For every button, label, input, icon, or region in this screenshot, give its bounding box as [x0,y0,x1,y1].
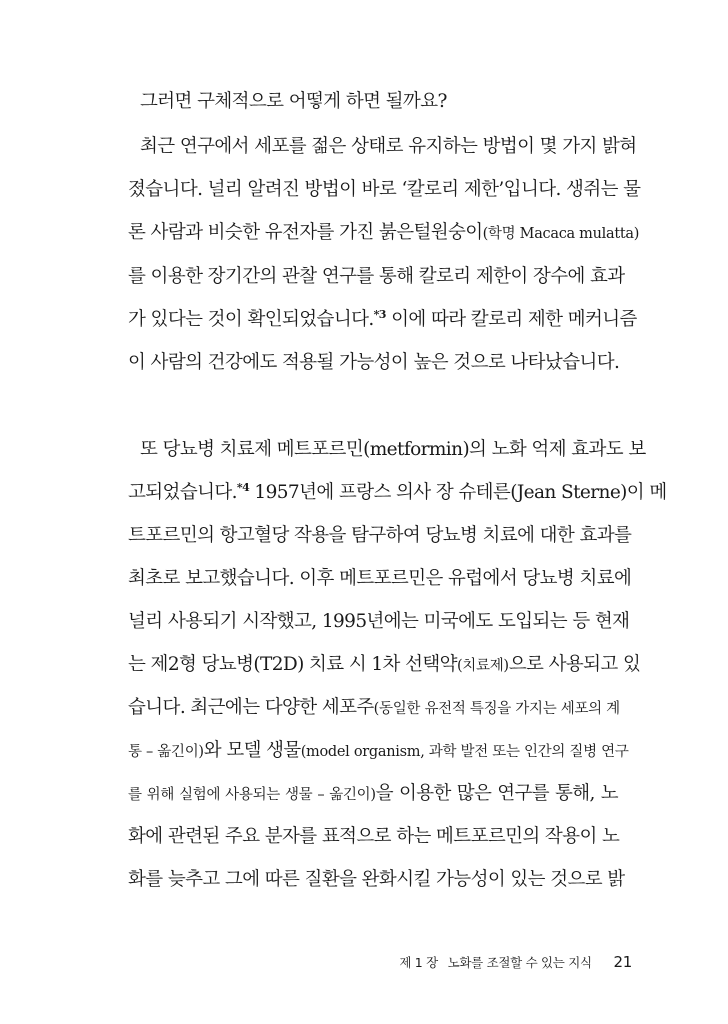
text-run: 또 당뇨병 치료제 메트포르민(metformin)의 노화 억제 효과도 보 [140,439,646,460]
text-line [128,782,618,807]
text-line [128,221,640,246]
text-run: 이에 따라 칼로리 제한 메커니즘 [385,309,637,330]
text-run: 으로 사용되고 있 [508,654,641,675]
text-line [128,351,618,375]
text-line [128,739,629,764]
text-run: 트포르민의 항고혈당 작용을 탐구하여 당뇨병 치료에 대한 효과를 [128,525,632,546]
chapter-title: 노화를 조절할 수 있는 지식 [447,955,592,970]
text-line [140,438,646,462]
text-run: 가 있다는 것이 확인되었습니다. [128,309,374,330]
parenthetical-note: 통 – 옮긴이) [128,744,204,760]
text-line [128,610,630,634]
text-run: 습니다. 최근에는 다양한 세포주 [128,697,374,718]
text-line [128,524,632,548]
text-run: 널리 사용되기 시작했고, 1995년에는 미국에도 도입되는 등 현재 [128,611,630,632]
text-line [128,653,641,678]
parenthetical-note: 를 위해 실험에 사용되는 생물 – 옮긴이) [128,787,376,803]
text-run: 그러면 구체적으로 어떻게 하면 될까요? [140,91,447,112]
text-line [128,868,625,892]
text-run: 를 이용한 장기간의 관찰 연구를 통해 칼로리 제한이 장수에 효과 [128,266,625,287]
text-line [128,825,618,849]
text-run: 1957년에 프랑스 의사 장 슈테른(Jean Sterne)이 메 [249,482,667,503]
text-run: 최초로 보고했습니다. 이후 메트포르민은 유럽에서 당뇨병 치료에 [128,568,632,589]
text-line [128,307,637,332]
text-line [140,135,637,159]
text-run: 론 사람과 비슷한 유전자를 가진 붉은털원숭이 [128,222,483,243]
text-line [128,567,632,591]
running-footer [0,953,632,971]
text-line [128,265,625,289]
parenthetical-note: (치료제) [456,658,509,674]
footnote-marker: *4 [236,480,250,494]
text-line [128,480,667,505]
text-line [140,90,618,114]
text-line [128,178,641,202]
text-run: 는 제2형 당뇨병(T2D) 치료 시 1차 선택약 [128,654,457,675]
parenthetical-note: (동일한 유전적 특징을 가지는 세포의 계 [373,701,620,717]
text-run: 이 사람의 건강에도 적용될 가능성이 높은 것으로 나타났습니다. [128,352,620,373]
text-run: 화를 늦추고 그에 따른 질환을 완화시킬 가능성이 있는 것으로 밝 [128,869,625,890]
text-run: 을 이용한 많은 연구를 통해, 노 [375,783,618,804]
parenthetical-note: (학명 Macaca mulatta) [482,226,640,242]
text-run: 화에 관련된 주요 분자를 표적으로 하는 메트포르민의 작용이 노 [128,826,620,847]
page-number: 21 [613,953,632,971]
text-run: 와 모델 생물 [203,740,301,761]
text-run: 최근 연구에서 세포를 젊은 상태로 유지하는 방법이 몇 가지 밝혀 [140,136,637,157]
text-run: 졌습니다. 널리 알려진 방법이 바로 ‘칼로리 제한’입니다. 생쥐는 물 [128,179,641,200]
parenthetical-note: (model organism, 과학 발전 또는 인간의 질병 연구 [300,744,629,760]
chapter-label: 제 1 장 [399,955,438,970]
text-run: 고되었습니다. [128,482,237,503]
text-line [128,696,618,721]
footnote-marker: *3 [373,307,386,321]
